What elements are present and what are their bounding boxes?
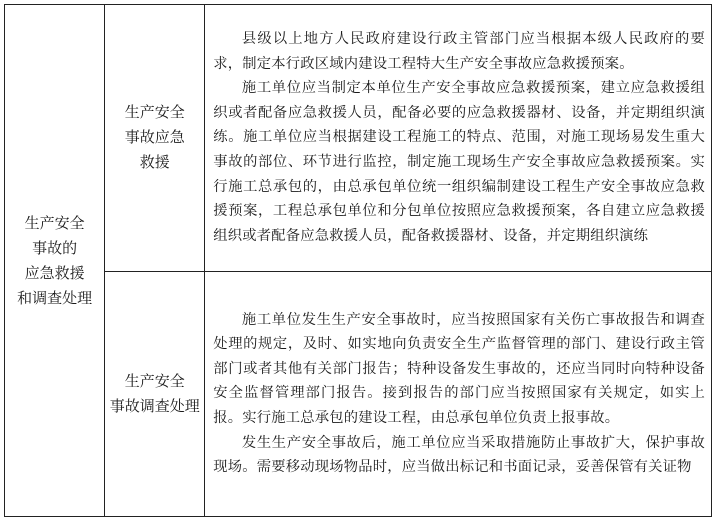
content-cell-emergency-rescue [205,5,712,272]
table-row [5,5,712,272]
regulation-table [4,4,712,517]
content-cell-accident-investigation [205,271,712,516]
table-row [5,271,712,516]
subcategory-cell-accident-investigation [105,271,205,516]
content-paragraph: 县级以上地方人民政府建设行政主管部门应当根据本级人民政府的要求，制定本行政区域内建设工程特大生产安全事故应急救援预案。 [213,31,705,72]
content-paragraph: 施工单位发生生产安全事故时，应当按照国家有关伤亡事故报告和调查处理的规定，及时、如实地向负责安全生产监督管理的部门、建设行政主管部门或者其他有关部门报告；特种设备发生事故的，还应当同时向特种设备安全监督管理部门报告。接到报告的部门应当按照国家有关规定，如实上报。实行施工总承包的建设工程，由总承包单位负责上报事故。 [213,311,705,427]
subcategory-line: 事故调查处理 [109,396,200,415]
main-category-line: 生产安全 [24,213,85,232]
main-category-line: 应急救援 [24,263,85,282]
content-paragraph: 发生生产安全事故后，施工单位应当采取措施防止事故扩大，保护事故现场。需要移动现场物品时，应当做出标记和书面记录，妥善保管有关证物 [213,434,705,476]
subcategory-cell-emergency-rescue [105,5,205,272]
main-category-line: 事故的 [32,238,78,257]
main-category-cell [5,5,105,517]
subcategory-line: 事故应急 [124,128,185,147]
subcategory-line: 生产安全 [124,103,185,122]
main-category-line: 和调查处理 [17,288,93,307]
subcategory-line: 生产安全 [124,371,185,390]
subcategory-line: 救援 [139,153,170,172]
content-paragraph: 施工单位应当制定本单位生产安全事故应急救援预案，建立应急救援组织或者配备应急救援人员，配备必要的应急救援器材、设备，并定期组织演练。施工单位应当根据建设工程施工的特点、范围，对施工现场易发生重大事故的部位、环节进行监控，制定施工现场生产安全事故应急救援预案。实行施工总承包的，由总承包单位统一组织编制建设工程生产安全事故应急救援预案，工程总承包单位和分包单位按照应急救援预案，各自建立应急救援组织或者配备应急救援人员，配备救援器材、设备，并定期组织演练 [213,80,705,244]
